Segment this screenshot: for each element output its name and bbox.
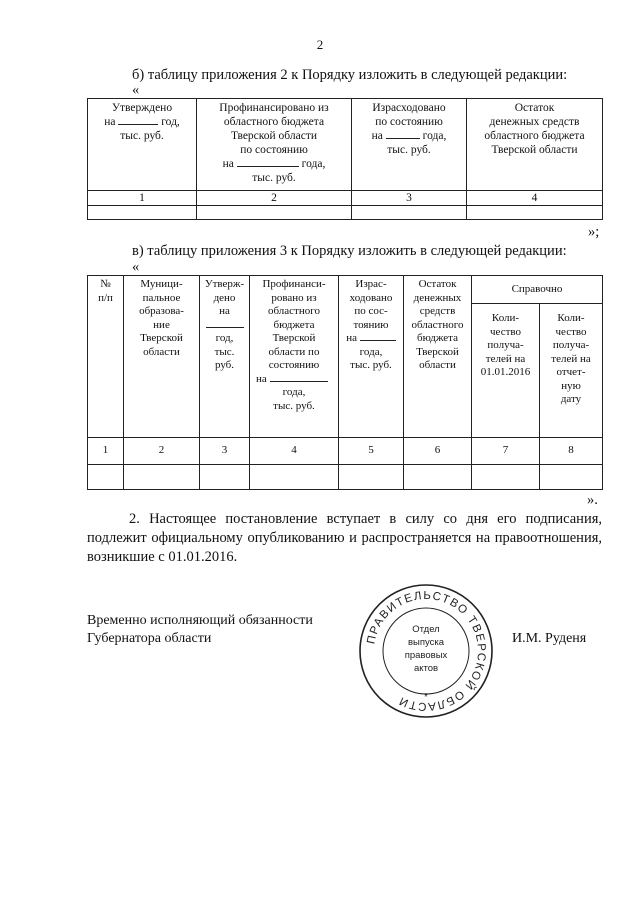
header-recipients-report-date: Коли- чество получа- телей на отчет- ную дату <box>540 304 603 438</box>
header-financed: Профинансировано из областного бюджета Тверской области по состоянию на года, тыс. руб. <box>197 99 352 191</box>
item-b-close-quote: »; <box>588 224 600 240</box>
header-approved: Утверж- дено на год, тыс. руб. <box>200 276 250 438</box>
header-spent: Израсходовано по состоянию на года, тыс. руб. <box>352 99 467 191</box>
signatory-name: И.М. Руденя <box>512 631 587 646</box>
stamp-center-line: Отдел <box>412 624 440 635</box>
column-number: 2 <box>124 438 200 465</box>
header-spent: Израс- ходовано по сос- тоянию на года, тыс. руб. <box>339 276 404 438</box>
column-number: 7 <box>472 438 540 465</box>
header-approved: Утверждено на год, тыс. руб. <box>88 99 197 191</box>
item-c-open-quote: « <box>132 259 140 275</box>
column-number: 6 <box>404 438 472 465</box>
official-stamp <box>357 582 495 720</box>
table-header-row <box>88 99 603 191</box>
column-number: 4 <box>250 438 339 465</box>
page-number: 2 <box>316 37 324 52</box>
header-financed: Профинанси- ровано из областного бюджета Тверской области по состоянию на года, тыс. руб. <box>250 276 339 438</box>
stamp-ring-text: ПРАВИТЕЛЬСТВО ТВЕРСКОЙ ОБЛАСТИ <box>365 589 488 713</box>
stamp-star: * <box>424 692 428 703</box>
table-header-row <box>88 276 603 304</box>
table-empty-row <box>88 206 603 220</box>
signatory-position: Временно исполняющий обязанности Губернатора области <box>87 613 313 646</box>
column-number: 4 <box>467 191 603 206</box>
table-number-row <box>88 191 603 206</box>
stamp-center-line: актов <box>413 663 439 674</box>
stamp-seal <box>357 582 495 720</box>
stamp-center-line: выпуска <box>407 637 445 648</box>
column-number: 2 <box>197 191 352 206</box>
item-c-intro: в) таблицу приложения 3 к Порядку изложить в следующей редакции: <box>132 243 567 259</box>
stamp-center-line: правовых <box>404 650 448 661</box>
item-c-close-quote: ». <box>587 492 598 508</box>
header-balance: Остаток денежных средств областного бюджета Тверской области <box>467 99 603 191</box>
item-b-open-quote: « <box>132 82 140 98</box>
header-reference-group: Справочно <box>472 276 603 304</box>
table-number-row <box>88 438 603 465</box>
table-appendix-2 <box>87 98 603 220</box>
column-number: 1 <box>88 191 197 206</box>
item-b-intro: б) таблицу приложения 2 к Порядку изложить в следующей редакции: <box>132 67 568 83</box>
table-appendix-3 <box>87 275 603 490</box>
column-number: 1 <box>88 438 124 465</box>
column-number: 5 <box>339 438 404 465</box>
table-empty-row <box>88 465 603 490</box>
header-balance: Остаток денежных средств областного бюджета Тверской области <box>404 276 472 438</box>
header-municipality: Муници- пальное образова- ние Тверской области <box>124 276 200 438</box>
header-number: № п/п <box>88 276 124 438</box>
header-recipients-2016: Коли- чество получа- телей на 01.01.2016 <box>472 304 540 438</box>
item-2-paragraph: 2. Настоящее постановление вступает в силу со дня его подписания, подлежит официальному опубликованию и распространяется на правоотношения, возникшие с 01.01.2016. <box>87 511 602 565</box>
column-number: 8 <box>540 438 603 465</box>
column-number: 3 <box>200 438 250 465</box>
column-number: 3 <box>352 191 467 206</box>
